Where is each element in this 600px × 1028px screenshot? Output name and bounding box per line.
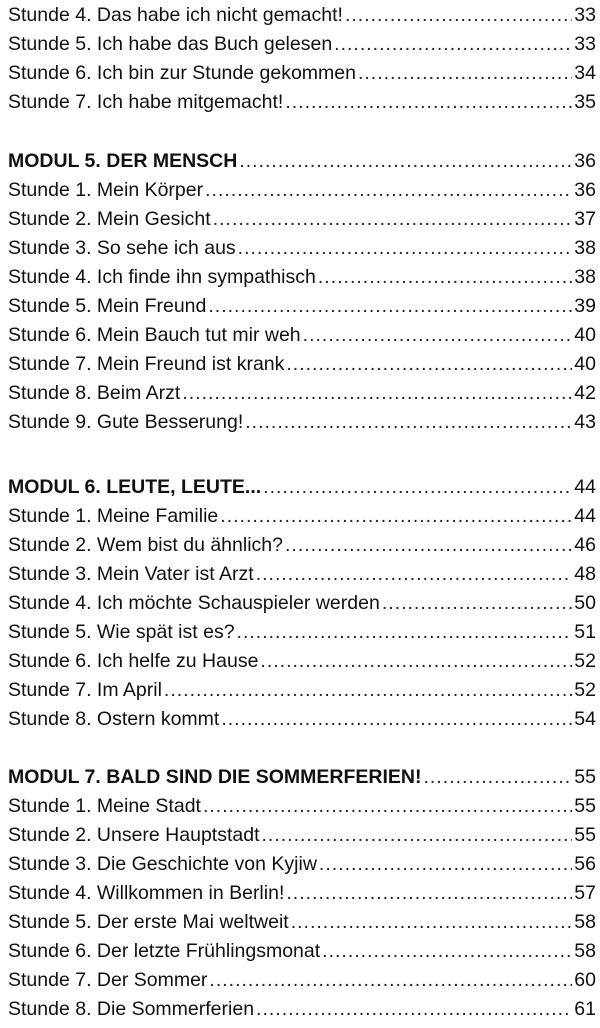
toc-page-number: 37	[574, 208, 596, 230]
toc-lesson-row	[8, 29, 596, 59]
toc-page-number: 44	[574, 505, 596, 527]
toc-lesson-row	[8, 262, 596, 292]
toc-lesson-title: Stunde 6. Ich helfe zu Hause	[8, 650, 259, 672]
toc-lesson-title: Stunde 3. Die Geschichte von Kyjiw	[8, 853, 317, 875]
toc-page-number: 56	[574, 853, 596, 875]
toc-lesson-row	[8, 204, 596, 234]
toc-lesson-title: Stunde 2. Wem bist du ähnlich?	[8, 534, 283, 556]
toc-lesson-title: Stunde 1. Meine Familie	[8, 505, 219, 527]
toc-page-number: 58	[574, 911, 596, 933]
toc-lesson-row	[8, 58, 596, 88]
toc-lesson-row	[8, 965, 596, 995]
toc-lesson-title: Stunde 2. Unsere Hauptstadt	[8, 824, 260, 846]
toc-page-number: 38	[574, 237, 596, 259]
toc-page-number: 50	[574, 592, 596, 614]
dot-leader	[220, 501, 572, 531]
toc-page-number: 58	[574, 940, 596, 962]
toc-page-number: 54	[574, 708, 596, 730]
toc-lesson-title: Stunde 9. Gute Besserung!	[8, 411, 244, 433]
toc-lesson-title: Stunde 6. Der letzte Frühlingsmonat	[8, 940, 321, 962]
toc-lesson-title: Stunde 7. Der Sommer	[8, 969, 208, 991]
toc-lesson-row	[8, 291, 596, 321]
toc-page-number: 55	[574, 824, 596, 846]
toc-lesson-row	[8, 849, 596, 879]
dot-leader	[286, 878, 572, 908]
dot-leader	[245, 407, 572, 437]
toc-lesson-title: Stunde 4. Ich möchte Schauspieler werden	[8, 592, 380, 614]
toc-lesson-row	[8, 233, 596, 263]
toc-lesson-title: Stunde 5. Der erste Mai weltweit	[8, 911, 289, 933]
toc-page-number: 40	[574, 353, 596, 375]
toc-page-number: 61	[574, 998, 596, 1020]
toc-page-number: 55	[574, 766, 596, 788]
toc-lesson-title: Stunde 5. Mein Freund	[8, 295, 207, 317]
dot-leader	[203, 791, 572, 821]
toc-lesson-title: Stunde 5. Ich habe das Buch gelesen	[8, 33, 333, 55]
toc-module-heading	[8, 472, 596, 502]
toc-lesson-row	[8, 588, 596, 618]
toc-lesson-row	[8, 675, 596, 705]
toc-lesson-title: Stunde 7. Im April	[8, 679, 162, 701]
toc-page-number: 43	[574, 411, 596, 433]
toc-lesson-title: Stunde 8. Beim Arzt	[8, 382, 181, 404]
toc-page-number: 52	[574, 650, 596, 672]
toc-lesson-row	[8, 378, 596, 408]
dot-leader	[164, 675, 572, 705]
dot-leader	[358, 58, 572, 88]
toc-lesson-title: Stunde 7. Ich habe mitgemacht!	[8, 91, 284, 113]
toc-page-number: 44	[574, 476, 596, 498]
dot-leader	[260, 646, 572, 676]
dot-leader	[221, 704, 572, 734]
toc-lesson-row	[8, 704, 596, 734]
dot-leader	[285, 87, 572, 117]
toc-lesson-row	[8, 0, 596, 30]
toc-page-number: 57	[574, 882, 596, 904]
dot-leader	[263, 472, 572, 502]
toc-page-number: 55	[574, 795, 596, 817]
dot-leader	[291, 907, 573, 937]
toc-page-number: 46	[574, 534, 596, 556]
toc-lesson-title: Stunde 4. Willkommen in Berlin!	[8, 882, 285, 904]
toc-page-number: 60	[574, 969, 596, 991]
toc-lesson-row	[8, 559, 596, 589]
toc-lesson-title: Stunde 4. Das habe ich nicht gemacht!	[8, 4, 343, 26]
toc-page-number: 40	[574, 324, 596, 346]
dot-leader	[238, 233, 573, 263]
toc-lesson-title: Stunde 1. Mein Körper	[8, 179, 204, 201]
toc-lesson-title: Stunde 3. So sehe ich aus	[8, 237, 236, 259]
dot-leader	[256, 994, 572, 1024]
dot-leader	[205, 175, 572, 205]
toc-lesson-row	[8, 936, 596, 966]
toc-lesson-row	[8, 878, 596, 908]
toc-module-title: MODUL 5. DER MENSCH	[8, 150, 238, 172]
toc-page-number: 36	[574, 150, 596, 172]
dot-leader	[318, 262, 572, 292]
toc-lesson-row	[8, 617, 596, 647]
toc-lesson-title: Stunde 5. Wie spät ist es?	[8, 621, 235, 643]
toc-lesson-row	[8, 820, 596, 850]
dot-leader	[285, 530, 572, 560]
toc-lesson-row	[8, 646, 596, 676]
dot-leader	[286, 349, 572, 379]
toc-module-title: MODUL 7. BALD SIND DIE SOMMERFERIEN!	[8, 766, 422, 788]
toc-page-number: 33	[574, 4, 596, 26]
dot-leader	[237, 617, 573, 647]
toc-module-heading	[8, 146, 596, 176]
toc-lesson-row	[8, 501, 596, 531]
toc-page-number: 39	[574, 295, 596, 317]
toc-page-number: 52	[574, 679, 596, 701]
dot-leader	[322, 936, 572, 966]
toc-lesson-title: Stunde 6. Mein Bauch tut mir weh	[8, 324, 301, 346]
dot-leader	[208, 291, 572, 321]
dot-leader	[209, 965, 572, 995]
dot-leader	[239, 146, 572, 176]
toc-page-number: 34	[574, 62, 596, 84]
toc-module-title: MODUL 6. LEUTE, LEUTE...	[8, 476, 262, 498]
toc-lesson-row	[8, 320, 596, 350]
toc-page-number: 42	[574, 382, 596, 404]
toc-page-number: 38	[574, 266, 596, 288]
dot-leader	[424, 762, 573, 792]
toc-lesson-title: Stunde 6. Ich bin zur Stunde gekommen	[8, 62, 356, 84]
dot-leader	[256, 559, 573, 589]
toc-lesson-title: Stunde 7. Mein Freund ist krank	[8, 353, 285, 375]
dot-leader	[345, 0, 572, 30]
toc-page-number: 36	[574, 179, 596, 201]
toc-lesson-title: Stunde 1. Meine Stadt	[8, 795, 201, 817]
dot-leader	[213, 204, 573, 234]
toc-page-number: 51	[574, 621, 596, 643]
toc-module-heading	[8, 762, 596, 792]
toc-lesson-title: Stunde 3. Mein Vater ist Arzt	[8, 563, 254, 585]
toc-lesson-row	[8, 907, 596, 937]
toc-lesson-row	[8, 994, 596, 1024]
toc-page-number: 35	[574, 91, 596, 113]
toc-lesson-title: Stunde 8. Die Sommerferien	[8, 998, 255, 1020]
toc-lesson-row	[8, 87, 596, 117]
toc-lesson-row	[8, 175, 596, 205]
toc-page-number: 48	[574, 563, 596, 585]
dot-leader	[303, 320, 573, 350]
toc-page-number: 33	[574, 33, 596, 55]
toc-lesson-title: Stunde 2. Mein Gesicht	[8, 208, 211, 230]
dot-leader	[262, 820, 573, 850]
dot-leader	[382, 588, 572, 618]
toc-lesson-title: Stunde 8. Ostern kommt	[8, 708, 220, 730]
toc-lesson-title: Stunde 4. Ich finde ihn sympathisch	[8, 266, 316, 288]
toc-lesson-row	[8, 407, 596, 437]
dot-leader	[319, 849, 572, 879]
toc-lesson-row	[8, 530, 596, 560]
toc-lesson-row	[8, 349, 596, 379]
dot-leader	[182, 378, 572, 408]
toc-lesson-row	[8, 791, 596, 821]
dot-leader	[334, 29, 572, 59]
